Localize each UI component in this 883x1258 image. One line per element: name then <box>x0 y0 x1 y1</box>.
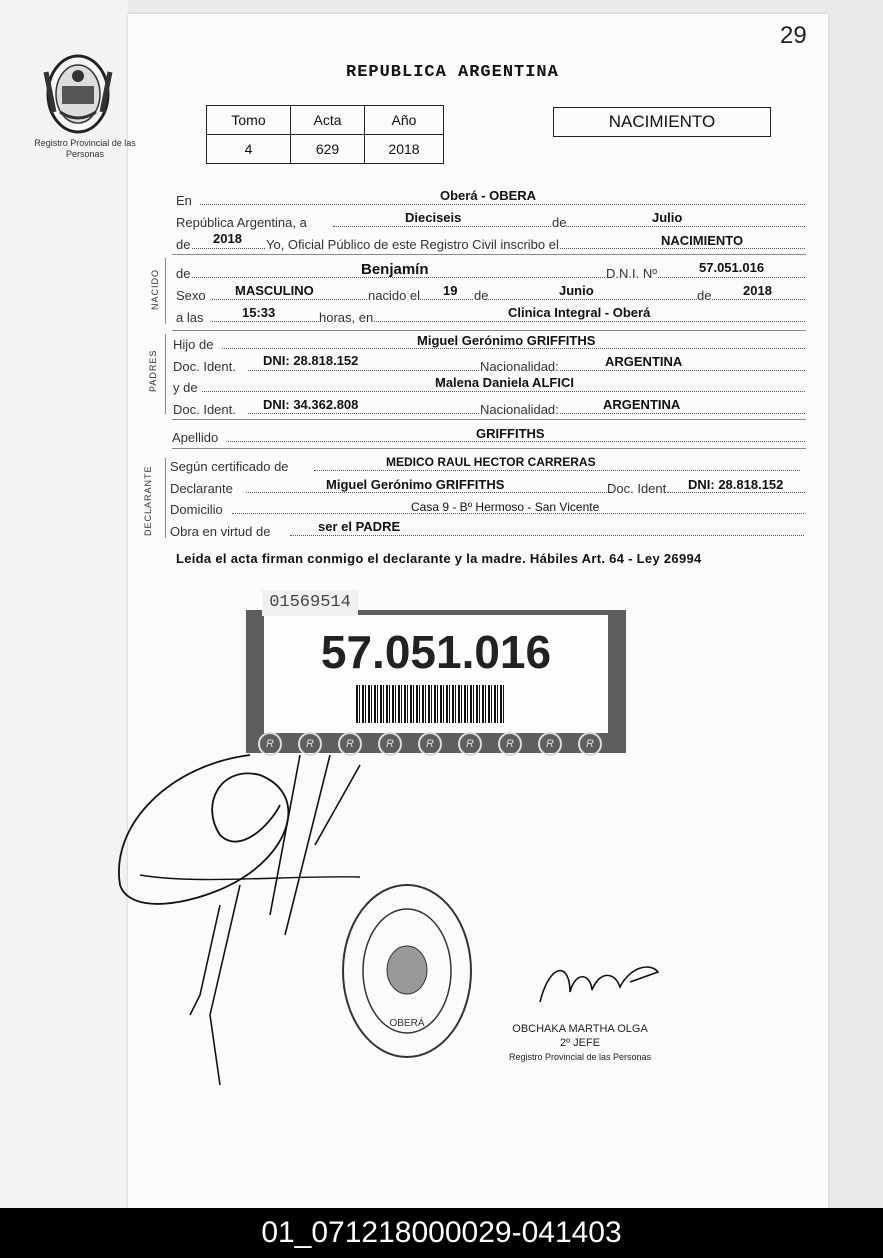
anio-header: Año <box>365 106 444 135</box>
hora-value: 15:33 <box>242 305 276 320</box>
registry-table <box>206 105 444 164</box>
padre-nac-value: ARGENTINA <box>605 354 683 369</box>
nac-mes-value: Junio <box>559 283 594 298</box>
label-doc-ident: Doc. Ident. <box>173 359 236 374</box>
label-dni: D.N.I. Nº <box>606 266 657 281</box>
madre-nac-value: ARGENTINA <box>603 397 681 412</box>
label-domicilio: Domicilio <box>170 502 223 517</box>
official-block <box>509 1022 651 1064</box>
lugar-nac-value: Clinica Integral - Oberá <box>508 305 651 320</box>
label-obra: Obra en virtud de <box>170 524 271 539</box>
declarante-value: Miguel Gerónimo GRIFFITHS <box>326 477 505 492</box>
padre-value: Miguel Gerónimo GRIFFITHS <box>417 333 596 348</box>
nombre-value: Benjamín <box>361 261 429 278</box>
dni-sticker <box>246 610 626 753</box>
pattern-r: R <box>378 732 402 756</box>
sticker-dni-number: 57.051.016 <box>320 626 552 678</box>
label-nacionalidad: Nacionalidad: <box>480 359 559 374</box>
pattern-r: R <box>258 732 282 756</box>
label-de: de <box>552 215 567 230</box>
label-nacionalidad2: Nacionalidad: <box>480 402 559 417</box>
certificado-value: MEDICO RAUL HECTOR CARRERAS <box>386 455 596 469</box>
label-a-las: a las <box>176 310 204 325</box>
dni-value: 57.051.016 <box>699 260 765 275</box>
pattern-r: R <box>538 732 562 756</box>
section-declarante: DECLARANTE <box>143 465 153 536</box>
left-margin <box>0 0 128 1208</box>
logo-caption: Registro Provincial de las Personas <box>34 138 136 159</box>
sticker-serial: 01569514 <box>262 590 358 616</box>
pattern-r: R <box>298 732 322 756</box>
tomo-value: 4 <box>207 135 291 164</box>
nac-dia-value: 19 <box>443 283 458 298</box>
label-republica: República Argentina, a <box>176 215 307 230</box>
tipo-value: NACIMIENTO <box>661 233 744 248</box>
madre-value: Malena Daniela ALFICI <box>435 375 574 390</box>
footer-code: 01_071218000029-041403 <box>0 1208 883 1258</box>
sexo-value: MASCULINO <box>235 283 314 298</box>
acta-header: Acta <box>291 106 365 135</box>
seal-city: OBERÁ <box>389 1018 425 1029</box>
declarante-doc-value: DNI: 28.818.152 <box>688 477 784 492</box>
anio-value: 2018 <box>365 135 444 164</box>
padre-doc-value: DNI: 28.818.152 <box>263 353 359 368</box>
label-y-de: y de <box>173 380 198 395</box>
lugar-value: Oberá - OBERA <box>440 188 537 203</box>
pattern-r: R <box>578 732 602 756</box>
official-role: 2º JEFE <box>559 1037 601 1049</box>
page-number: 29 <box>780 22 807 49</box>
domicilio-value: Casa 9 - Bº Hermoso - San Vicente <box>411 500 600 514</box>
official-signature <box>530 952 670 1012</box>
apellido-value: GRIFFITHS <box>476 426 545 441</box>
acta-value: 629 <box>291 135 365 164</box>
label-yo: Yo, Oficial Público de este Registro Civil inscribo el <box>266 237 559 252</box>
madre-doc-value: DNI: 34.362.808 <box>263 397 359 412</box>
pattern-r: R <box>458 732 482 756</box>
observaciones-text: Leida el acta firman conmigo el declarante y la madre. Hábiles Art. 64 - Ley 26994 <box>176 551 702 566</box>
mes-value: Julio <box>652 210 683 225</box>
obra-value: ser el PADRE <box>318 519 401 534</box>
act-type-box: NACIMIENTO <box>553 107 771 137</box>
label-horas-en: horas, en <box>319 310 374 325</box>
official-name: OBCHAKA MARTHA OLGA <box>512 1023 648 1035</box>
label-doc-ident3: Doc. Ident. <box>607 481 670 496</box>
label-sexo: Sexo <box>176 288 206 303</box>
pattern-r: R <box>338 732 362 756</box>
label-declarante: Declarante <box>170 481 233 496</box>
label-nacido-de: de <box>176 266 191 281</box>
section-padres: PADRES <box>148 349 158 392</box>
official-office: Registro Provincial de las Personas <box>509 1052 652 1062</box>
document-title: REPUBLICA ARGENTINA <box>346 63 559 82</box>
label-de3: de <box>474 288 489 303</box>
label-apellido: Apellido <box>172 430 219 445</box>
nac-anio-value: 2018 <box>743 283 772 298</box>
label-de2: de <box>176 237 191 252</box>
pattern-r: R <box>498 732 522 756</box>
label-en: En <box>176 193 192 208</box>
province-shield-logo <box>40 52 116 136</box>
official-seal <box>337 880 477 1062</box>
pattern-r: R <box>418 732 442 756</box>
label-de4: de <box>697 288 712 303</box>
label-hijo-de: Hijo de <box>173 337 214 352</box>
label-segun: Según certificado de <box>170 459 289 474</box>
label-doc-ident2: Doc. Ident. <box>173 402 236 417</box>
label-nacido-el: nacido el <box>368 288 421 303</box>
tomo-header: Tomo <box>207 106 291 135</box>
barcode <box>356 685 506 723</box>
section-nacido: NACIDO <box>150 268 160 310</box>
dia-value: Dieciseis <box>405 210 462 225</box>
anio-acta-value: 2018 <box>213 231 242 246</box>
